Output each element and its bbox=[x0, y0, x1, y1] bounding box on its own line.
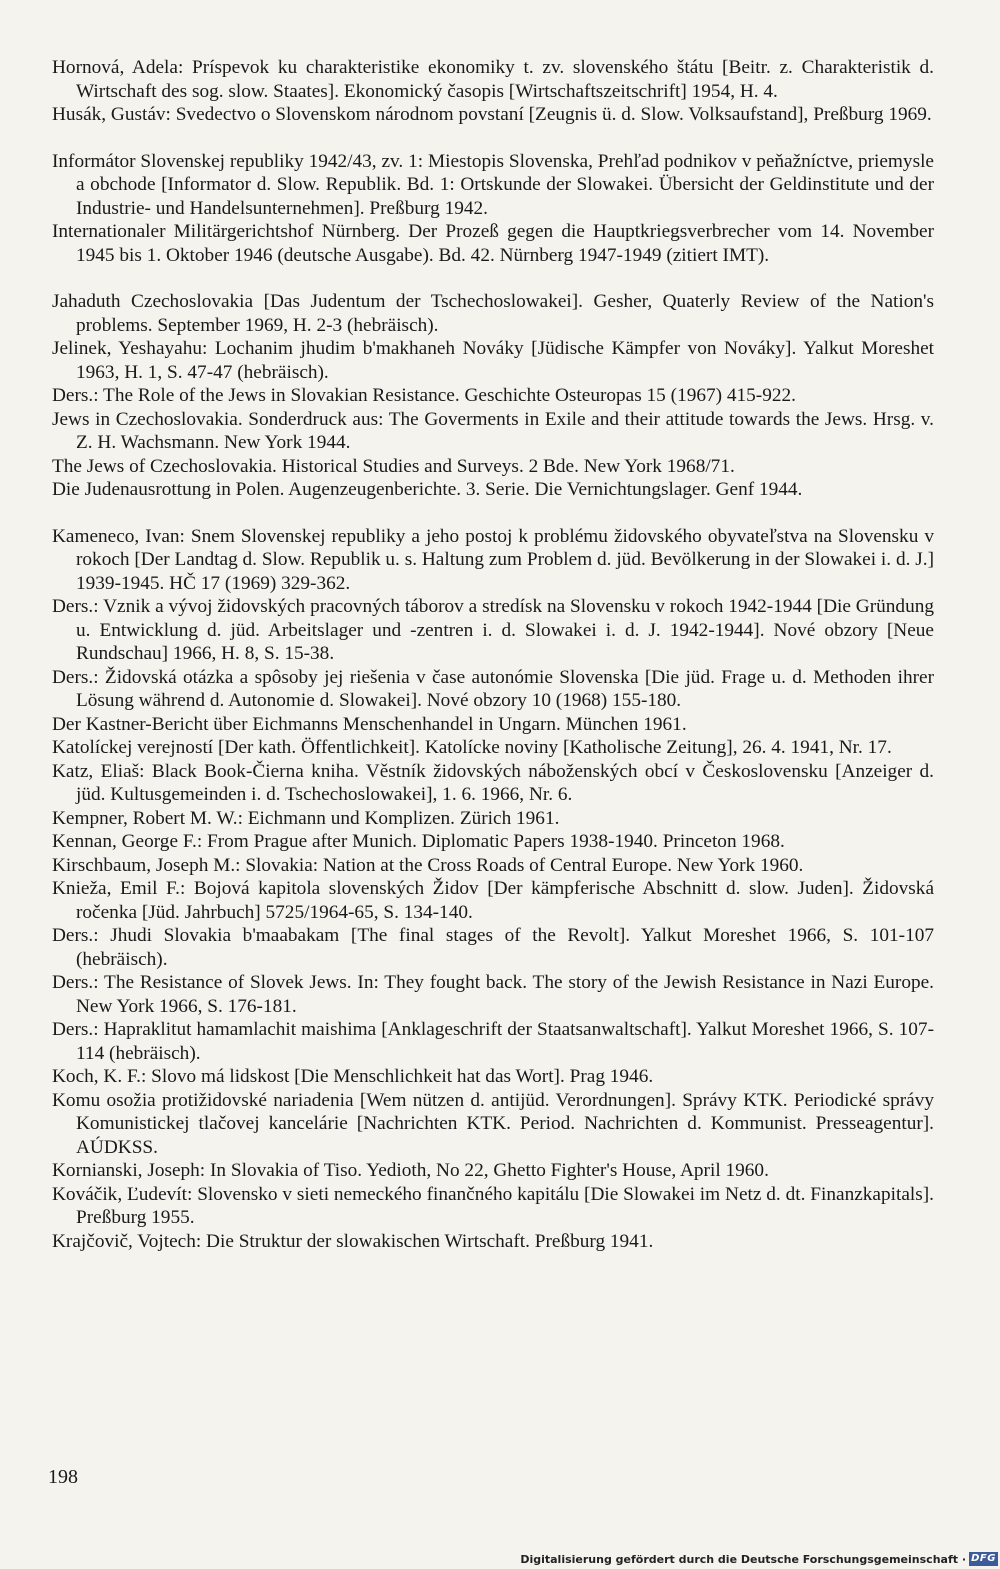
page-number: 198 bbox=[48, 1466, 78, 1488]
bibliography-entry: Ders.: Jhudi Slovakia b'maabakam [The final stages of the Revolt]. Yalkut Moreshet 1966, S. 101-107 (hebräisch). bbox=[52, 925, 934, 970]
bibliography-entry: Kennan, George F.: From Prague after Munich. Diplomatic Papers 1938-1940. Princeton 1968. bbox=[52, 831, 785, 852]
footer-text: Digitalisierung gefördert durch die Deutsche Forschungsgemeinschaft · bbox=[520, 1552, 966, 1566]
bibliography-entry: Kirschbaum, Joseph M.: Slovakia: Nation at the Cross Roads of Central Europe. New York 1960. bbox=[52, 854, 804, 876]
bibliography-entry: Jahaduth Czechoslovakia [Das Judentum der Tschechoslowakei]. Gesher, Quaterly Review of the Nation's problems. September 1969, H. 2-3 (hebräisch). bbox=[52, 291, 934, 336]
bibliography-entry: Kováčik, Ľudevít: Slovensko v sieti nemeckého finančného kapitálu [Die Slowakei im Netz d. dt. Finanzkapitals]. Preßburg 1955. bbox=[52, 1183, 934, 1228]
bibliography-entry: Ders.: Hapraklitut hamamlachit maishima [Anklageschrift der Staatsanwaltschaft]. Yalkut Moreshet 1966, S. 107-114 (hebräisch). bbox=[52, 1019, 934, 1064]
bibliography-entry: Der Kastner-Bericht über Eichmanns Menschenhandel in Ungarn. München 1961. bbox=[52, 713, 687, 735]
bibliography-entry: Kameneco, Ivan: Snem Slovenskej republiky a jeho postoj k problému židovského obyvateľstva na Slovensku v rokoch [Der Landtag d. Slow. Republik u. s. Haltung zum Problem d. jüd. Bevölkerung in der Slowakei i. d. J.] 1939-1945. HČ 17 (1969) 329-362. bbox=[52, 525, 934, 594]
bibliography-entry: Internationaler Militärgerichtshof Nürnberg. Der Prozeß gegen die Hauptkriegsverbrecher vom 14. November 1945 bis 1. Oktober 1946 (deutsche Ausgabe). Bd. 42. Nürnberg 1947-1949 (zitiert IMT). bbox=[52, 221, 934, 266]
bibliography-entry: Informátor Slovenskej republiky 1942/43, zv. 1: Miestopis Slovenska, Prehľad podnikov v peňažníctve, priemysle a obchode [Informator d. Slow. Republik. Bd. 1: Ortskunde der Slowakei. Übersicht der Geldinstitute und der Industrie- und Handelsunternehmen]. Preßburg 1942. bbox=[52, 150, 934, 219]
bibliography-entry: The Jews of Czechoslovakia. Historical Studies and Surveys. 2 Bde. New York 1968/71. bbox=[52, 455, 735, 477]
bibliography-entry: Ders.: Vznik a vývoj židovských pracovných táborov a stredísk na Slovensku v rokoch 1942-1944 [Die Gründung u. Entwicklung d. jüd. Arbeitslager und -zentren i. d. Slowakei i. d. J. 1942-1944]. Nové obzory [Neue Rundschau] 1966, H. 8, S. 15-38. bbox=[52, 596, 934, 664]
digitization-footer bbox=[520, 1552, 998, 1566]
bibliography-entry: Husák, Gustáv: Svedectvo o Slovenskom národnom povstaní [Zeugnis ü. d. Slow. Volksaufstand], Preßburg 1969. bbox=[52, 104, 932, 125]
bibliography-entry: Ders.: The Resistance of Slovek Jews. In: They fought back. The story of the Jewish Resistance in Nazi Europe. New York 1966, S. 176-181. bbox=[52, 972, 934, 1017]
bibliography-entry: Komu osožia protižidovské nariadenia [Wem nützen d. antijüd. Verordnungen]. Správy KTK. Periodické správy Komunistickej tlačovej kancelárie [Nachrichten KTK. Period. Nachrichten d. Kommunist. Presseagentur]. AÚDKSS. bbox=[52, 1089, 934, 1158]
bibliography-entry: Jews in Czechoslovakia. Sonderdruck aus: The Goverments in Exile and their attitude towards the Jews. Hrsg. v. Z. H. Wachsmann. New York 1944. bbox=[52, 408, 934, 453]
bibliography-entry: Ders.: The Role of the Jews in Slovakian Resistance. Geschichte Osteuropas 15 (1967) 415-922. bbox=[52, 385, 796, 406]
bibliography-entry: Krajčovič, Vojtech: Die Struktur der slowakischen Wirtschaft. Preßburg 1941. bbox=[52, 1230, 654, 1252]
bibliography-entry: Die Judenausrottung in Polen. Augenzeugenberichte. 3. Serie. Die Vernichtungslager. Genf 1944. bbox=[52, 479, 803, 500]
bibliography-entry: Ders.: Židovská otázka a spôsoby jej riešenia v čase autonómie Slovenska [Die jüd. Frage u. d. Methoden ihrer Lösung während d. Autonomie d. Slowakei]. Nové obzory 10 (1968) 155-180. bbox=[52, 666, 934, 711]
bibliography-entry: Katz, Eliaš: Black Book-Čierna kniha. Věstník židovských náboženských obcí v Československu [Anzeiger d. jüd. Kultusgemeinden i. d. Tschechoslowakei], 1. 6. 1966, Nr. 6. bbox=[52, 760, 934, 805]
bibliography-entry: Kempner, Robert M. W.: Eichmann und Komplizen. Zürich 1961. bbox=[52, 807, 560, 829]
bibliography-entry: Katolíckej verejností [Der kath. Öffentlichkeit]. Katolícke noviny [Katholische Zeitung], 26. 4. 1941, Nr. 17. bbox=[52, 737, 892, 758]
bibliography-entry: Koch, K. F.: Slovo má lidskost [Die Menschlichkeit hat das Wort]. Prag 1946. bbox=[52, 1066, 654, 1087]
bibliography-entry: Jelinek, Yeshayahu: Lochanim jhudim b'makhaneh Nováky [Jüdische Kämpfer von Nováky]. Yalkut Moreshet 1963, H. 1, S. 47-47 (hebräisch). bbox=[52, 338, 934, 383]
bibliography-list bbox=[52, 56, 934, 1253]
dfg-logo: DFG bbox=[969, 1552, 998, 1566]
bibliography-entry: Hornová, Adela: Príspevok ku charakteristike ekonomiky t. zv. slovenského štátu [Beitr. z. Charakteristik d. Wirtschaft des sog. slow. Staates]. Ekonomický časopis [Wirtschaftszeitschrift] 1954, H. 4. bbox=[52, 57, 934, 102]
bibliography-entry: Kornianski, Joseph: In Slovakia of Tiso. Yedioth, No 22, Ghetto Fighter's House, April 1960. bbox=[52, 1160, 769, 1181]
bibliography-entry: Knieža, Emil F.: Bojová kapitola slovenských Židov [Der kämpferische Abschnitt d. slow. Juden]. Židovská ročenka [Jüd. Jahrbuch] 5725/1964-65, S. 134-140. bbox=[52, 878, 934, 923]
